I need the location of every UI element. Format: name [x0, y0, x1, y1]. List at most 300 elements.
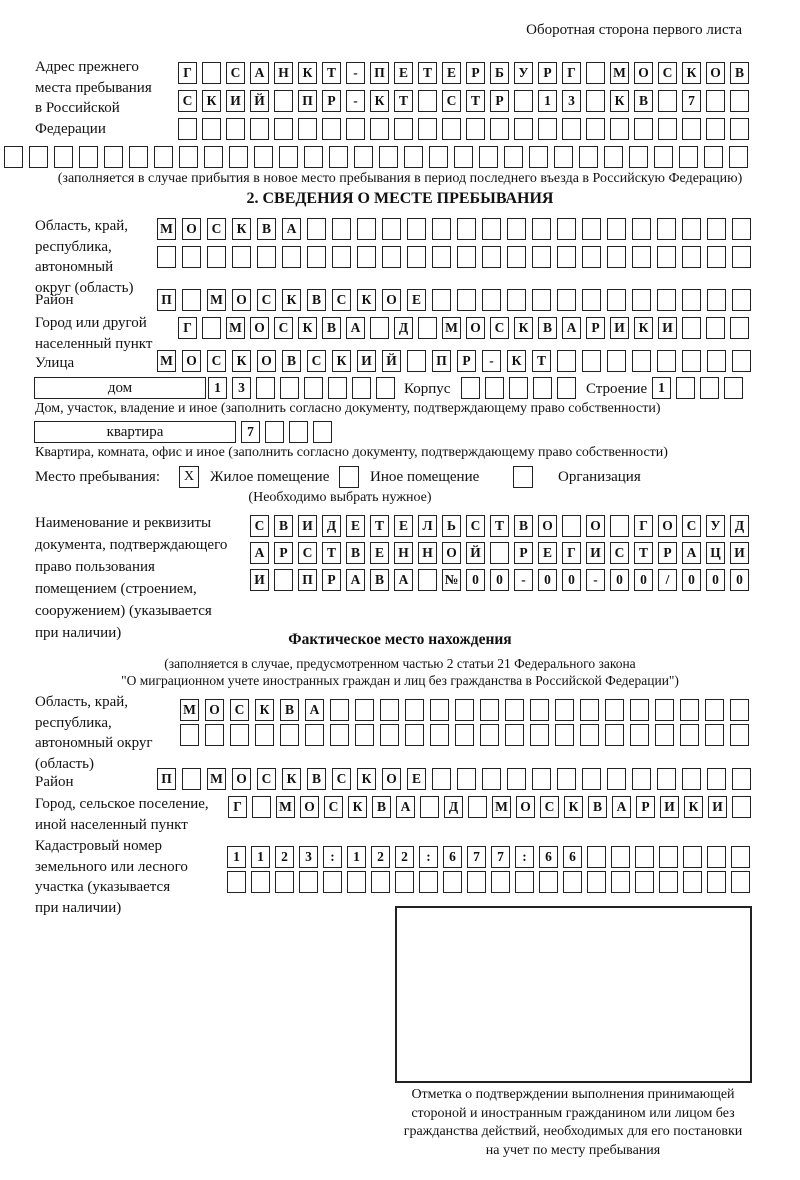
grid-cell[interactable]: С: [490, 317, 509, 339]
grid-cell[interactable]: Т: [634, 542, 653, 564]
grid-cell[interactable]: [532, 768, 551, 790]
grid-cell[interactable]: 7: [491, 846, 510, 868]
grid-cell[interactable]: К: [298, 317, 317, 339]
grid-cell[interactable]: А: [305, 699, 324, 721]
grid-cell[interactable]: [682, 317, 701, 339]
grid-cell[interactable]: К: [232, 218, 251, 240]
grid-cell[interactable]: [280, 724, 299, 746]
grid-cell[interactable]: [485, 377, 504, 399]
grid-cell[interactable]: :: [323, 846, 342, 868]
grid-cell[interactable]: К: [357, 768, 376, 790]
grid-cell[interactable]: [418, 118, 437, 140]
grid-cell[interactable]: [683, 871, 702, 893]
grid-cell[interactable]: [707, 846, 726, 868]
grid-cell[interactable]: П: [432, 350, 451, 372]
grid-cell[interactable]: [419, 871, 438, 893]
grid-cell[interactable]: [265, 421, 284, 443]
grid-cell[interactable]: Д: [394, 317, 413, 339]
grid-cell[interactable]: Р: [490, 90, 509, 112]
grid-cell[interactable]: Д: [730, 515, 749, 537]
grid-cell[interactable]: 0: [610, 569, 629, 591]
grid-cell[interactable]: С: [540, 796, 559, 818]
grid-cell[interactable]: В: [634, 90, 653, 112]
grid-cell[interactable]: Г: [228, 796, 247, 818]
grid-cell[interactable]: [357, 246, 376, 268]
grid-cell[interactable]: [657, 246, 676, 268]
grid-cell[interactable]: [706, 118, 725, 140]
grid-cell[interactable]: О: [382, 768, 401, 790]
grid-cell[interactable]: [530, 699, 549, 721]
grid-cell[interactable]: [505, 724, 524, 746]
grid-cell[interactable]: [418, 90, 437, 112]
grid-cell[interactable]: В: [307, 768, 326, 790]
grid-cell[interactable]: [582, 218, 601, 240]
grid-cell[interactable]: [655, 724, 674, 746]
grid-cell[interactable]: [706, 90, 725, 112]
grid-cell[interactable]: [347, 871, 366, 893]
grid-cell[interactable]: [682, 218, 701, 240]
grid-cell[interactable]: [554, 146, 573, 168]
grid-cell[interactable]: С: [207, 218, 226, 240]
grid-cell[interactable]: [250, 118, 269, 140]
grid-cell[interactable]: [532, 218, 551, 240]
grid-cell[interactable]: [182, 246, 201, 268]
grid-cell[interactable]: В: [370, 569, 389, 591]
grid-cell[interactable]: Р: [322, 90, 341, 112]
grid-cell[interactable]: [180, 724, 199, 746]
grid-cell[interactable]: [313, 421, 332, 443]
grid-cell[interactable]: [587, 846, 606, 868]
grid-cell[interactable]: [557, 768, 576, 790]
grid-cell[interactable]: П: [298, 90, 317, 112]
grid-cell[interactable]: Д: [444, 796, 463, 818]
grid-cell[interactable]: 0: [634, 569, 653, 591]
grid-cell[interactable]: В: [346, 542, 365, 564]
grid-cell[interactable]: Т: [370, 515, 389, 537]
grid-cell[interactable]: [657, 350, 676, 372]
grid-cell[interactable]: [461, 377, 480, 399]
grid-cell[interactable]: [443, 871, 462, 893]
grid-cell[interactable]: И: [250, 569, 269, 591]
grid-cell[interactable]: О: [182, 218, 201, 240]
grid-cell[interactable]: [731, 846, 750, 868]
grid-cell[interactable]: А: [346, 569, 365, 591]
grid-cell[interactable]: [707, 768, 726, 790]
grid-cell[interactable]: 1: [538, 90, 557, 112]
grid-cell[interactable]: 0: [730, 569, 749, 591]
grid-cell[interactable]: У: [706, 515, 725, 537]
grid-cell[interactable]: [507, 246, 526, 268]
grid-cell[interactable]: [382, 246, 401, 268]
grid-cell[interactable]: [682, 289, 701, 311]
grid-cell[interactable]: И: [730, 542, 749, 564]
grid-cell[interactable]: [157, 246, 176, 268]
grid-cell[interactable]: [530, 724, 549, 746]
grid-cell[interactable]: [482, 218, 501, 240]
grid-cell[interactable]: [507, 218, 526, 240]
grid-cell[interactable]: [504, 146, 523, 168]
grid-cell[interactable]: [332, 246, 351, 268]
grid-cell[interactable]: [232, 246, 251, 268]
grid-cell[interactable]: К: [370, 90, 389, 112]
grid-cell[interactable]: [730, 724, 749, 746]
grid-cell[interactable]: М: [276, 796, 295, 818]
grid-cell[interactable]: У: [514, 62, 533, 84]
grid-cell[interactable]: [274, 569, 293, 591]
grid-cell[interactable]: Т: [490, 515, 509, 537]
grid-cell[interactable]: С: [178, 90, 197, 112]
grid-cell[interactable]: И: [610, 317, 629, 339]
grid-cell[interactable]: [395, 871, 414, 893]
grid-cell[interactable]: О: [382, 289, 401, 311]
grid-cell[interactable]: Е: [407, 289, 426, 311]
grid-cell[interactable]: [371, 871, 390, 893]
grid-cell[interactable]: [529, 146, 548, 168]
grid-cell[interactable]: О: [516, 796, 535, 818]
grid-cell[interactable]: [457, 218, 476, 240]
grid-cell[interactable]: [732, 796, 751, 818]
grid-cell[interactable]: [532, 246, 551, 268]
grid-cell[interactable]: :: [515, 846, 534, 868]
grid-cell[interactable]: [732, 289, 751, 311]
grid-cell[interactable]: [256, 377, 275, 399]
checkbox-organizatsiya[interactable]: [513, 466, 533, 488]
grid-cell[interactable]: [707, 218, 726, 240]
grid-cell[interactable]: О: [205, 699, 224, 721]
grid-cell[interactable]: [607, 289, 626, 311]
grid-cell[interactable]: [557, 246, 576, 268]
grid-cell[interactable]: И: [708, 796, 727, 818]
grid-cell[interactable]: [580, 724, 599, 746]
grid-cell[interactable]: 2: [371, 846, 390, 868]
grid-cell[interactable]: Е: [442, 62, 461, 84]
grid-cell[interactable]: [533, 377, 552, 399]
grid-cell[interactable]: А: [396, 796, 415, 818]
grid-cell[interactable]: [304, 146, 323, 168]
grid-cell[interactable]: К: [610, 90, 629, 112]
grid-cell[interactable]: Р: [658, 542, 677, 564]
grid-cell[interactable]: [607, 246, 626, 268]
grid-cell[interactable]: А: [282, 218, 301, 240]
grid-cell[interactable]: Р: [586, 317, 605, 339]
grid-cell[interactable]: В: [538, 317, 557, 339]
grid-cell[interactable]: [182, 768, 201, 790]
grid-cell[interactable]: [680, 699, 699, 721]
grid-cell[interactable]: С: [257, 768, 276, 790]
grid-cell[interactable]: И: [586, 542, 605, 564]
grid-cell[interactable]: С: [332, 768, 351, 790]
grid-cell[interactable]: [682, 246, 701, 268]
grid-cell[interactable]: [730, 118, 749, 140]
checkbox-inoe[interactable]: [339, 466, 359, 488]
grid-cell[interactable]: В: [282, 350, 301, 372]
grid-cell[interactable]: [654, 146, 673, 168]
grid-cell[interactable]: 3: [299, 846, 318, 868]
grid-cell[interactable]: [539, 871, 558, 893]
grid-cell[interactable]: [732, 246, 751, 268]
grid-cell[interactable]: [432, 218, 451, 240]
grid-cell[interactable]: [205, 724, 224, 746]
grid-cell[interactable]: [632, 218, 651, 240]
grid-cell[interactable]: [252, 796, 271, 818]
grid-cell[interactable]: К: [514, 317, 533, 339]
grid-cell[interactable]: Г: [178, 62, 197, 84]
grid-cell[interactable]: [382, 218, 401, 240]
grid-cell[interactable]: [607, 768, 626, 790]
grid-cell[interactable]: И: [660, 796, 679, 818]
grid-cell[interactable]: Т: [322, 62, 341, 84]
grid-cell[interactable]: К: [332, 350, 351, 372]
grid-cell[interactable]: [254, 146, 273, 168]
grid-cell[interactable]: [304, 377, 323, 399]
grid-cell[interactable]: 3: [232, 377, 251, 399]
grid-cell[interactable]: 7: [682, 90, 701, 112]
grid-cell[interactable]: [632, 246, 651, 268]
grid-cell[interactable]: [604, 146, 623, 168]
grid-cell[interactable]: С: [466, 515, 485, 537]
grid-cell[interactable]: [370, 317, 389, 339]
grid-cell[interactable]: [352, 377, 371, 399]
grid-cell[interactable]: [432, 768, 451, 790]
grid-cell[interactable]: [179, 146, 198, 168]
grid-cell[interactable]: [4, 146, 23, 168]
grid-cell[interactable]: [562, 118, 581, 140]
grid-cell[interactable]: Т: [532, 350, 551, 372]
grid-cell[interactable]: [227, 871, 246, 893]
grid-cell[interactable]: С: [307, 350, 326, 372]
grid-cell[interactable]: 0: [538, 569, 557, 591]
grid-cell[interactable]: М: [226, 317, 245, 339]
grid-cell[interactable]: Р: [538, 62, 557, 84]
grid-cell[interactable]: 1: [652, 377, 671, 399]
grid-cell[interactable]: В: [280, 699, 299, 721]
grid-cell[interactable]: [370, 118, 389, 140]
grid-cell[interactable]: [732, 350, 751, 372]
grid-cell[interactable]: 3: [562, 90, 581, 112]
grid-cell[interactable]: [282, 246, 301, 268]
grid-cell[interactable]: [635, 871, 654, 893]
grid-cell[interactable]: [202, 118, 221, 140]
grid-cell[interactable]: 0: [490, 569, 509, 591]
grid-cell[interactable]: 0: [562, 569, 581, 591]
grid-cell[interactable]: И: [298, 515, 317, 537]
grid-cell[interactable]: [729, 146, 748, 168]
grid-cell[interactable]: [328, 377, 347, 399]
grid-cell[interactable]: [154, 146, 173, 168]
grid-cell[interactable]: Й: [250, 90, 269, 112]
grid-cell[interactable]: [557, 350, 576, 372]
grid-cell[interactable]: А: [562, 317, 581, 339]
grid-cell[interactable]: [275, 871, 294, 893]
grid-cell[interactable]: [457, 768, 476, 790]
grid-cell[interactable]: С: [682, 515, 701, 537]
grid-cell[interactable]: :: [419, 846, 438, 868]
grid-cell[interactable]: 1: [208, 377, 227, 399]
grid-cell[interactable]: [582, 246, 601, 268]
grid-cell[interactable]: Н: [394, 542, 413, 564]
grid-cell[interactable]: [207, 246, 226, 268]
grid-cell[interactable]: [563, 871, 582, 893]
grid-cell[interactable]: Д: [322, 515, 341, 537]
grid-cell[interactable]: [557, 218, 576, 240]
grid-cell[interactable]: В: [322, 317, 341, 339]
grid-cell[interactable]: Й: [382, 350, 401, 372]
grid-cell[interactable]: [466, 118, 485, 140]
grid-cell[interactable]: К: [202, 90, 221, 112]
grid-cell[interactable]: [298, 118, 317, 140]
grid-cell[interactable]: [683, 846, 702, 868]
grid-cell[interactable]: [582, 350, 601, 372]
grid-cell[interactable]: Е: [394, 515, 413, 537]
grid-cell[interactable]: [704, 146, 723, 168]
grid-cell[interactable]: [732, 768, 751, 790]
grid-cell[interactable]: [323, 871, 342, 893]
grid-cell[interactable]: [230, 724, 249, 746]
grid-cell[interactable]: [538, 118, 557, 140]
grid-cell[interactable]: [479, 146, 498, 168]
grid-cell[interactable]: [707, 350, 726, 372]
grid-cell[interactable]: 0: [706, 569, 725, 591]
grid-cell[interactable]: [457, 289, 476, 311]
grid-cell[interactable]: [407, 350, 426, 372]
grid-cell[interactable]: [632, 768, 651, 790]
grid-cell[interactable]: В: [307, 289, 326, 311]
grid-cell[interactable]: А: [682, 542, 701, 564]
grid-cell[interactable]: 0: [466, 569, 485, 591]
grid-cell[interactable]: [579, 146, 598, 168]
grid-cell[interactable]: [730, 317, 749, 339]
grid-cell[interactable]: [657, 768, 676, 790]
grid-cell[interactable]: [705, 724, 724, 746]
grid-cell[interactable]: Г: [562, 62, 581, 84]
grid-cell[interactable]: [380, 724, 399, 746]
grid-cell[interactable]: [407, 246, 426, 268]
grid-cell[interactable]: И: [357, 350, 376, 372]
grid-cell[interactable]: [659, 846, 678, 868]
grid-cell[interactable]: А: [394, 569, 413, 591]
grid-cell[interactable]: [178, 118, 197, 140]
grid-cell[interactable]: С: [332, 289, 351, 311]
grid-cell[interactable]: [279, 146, 298, 168]
grid-cell[interactable]: М: [492, 796, 511, 818]
grid-cell[interactable]: [732, 218, 751, 240]
grid-cell[interactable]: [420, 796, 439, 818]
grid-cell[interactable]: 2: [275, 846, 294, 868]
grid-cell[interactable]: Р: [514, 542, 533, 564]
grid-cell[interactable]: С: [257, 289, 276, 311]
grid-cell[interactable]: [355, 699, 374, 721]
grid-cell[interactable]: В: [372, 796, 391, 818]
grid-cell[interactable]: [607, 350, 626, 372]
grid-cell[interactable]: 1: [251, 846, 270, 868]
grid-cell[interactable]: 2: [395, 846, 414, 868]
grid-cell[interactable]: О: [706, 62, 725, 84]
grid-cell[interactable]: Т: [466, 90, 485, 112]
grid-cell[interactable]: 0: [682, 569, 701, 591]
grid-cell[interactable]: [280, 377, 299, 399]
grid-cell[interactable]: О: [466, 317, 485, 339]
grid-cell[interactable]: [346, 118, 365, 140]
grid-cell[interactable]: К: [357, 289, 376, 311]
grid-cell[interactable]: №: [442, 569, 461, 591]
grid-cell[interactable]: [482, 246, 501, 268]
dom-field-box[interactable]: дом: [34, 377, 206, 399]
grid-cell[interactable]: [582, 289, 601, 311]
grid-cell[interactable]: [635, 846, 654, 868]
grid-cell[interactable]: В: [257, 218, 276, 240]
grid-cell[interactable]: О: [182, 350, 201, 372]
grid-cell[interactable]: [418, 569, 437, 591]
grid-cell[interactable]: С: [230, 699, 249, 721]
grid-cell[interactable]: М: [180, 699, 199, 721]
grid-cell[interactable]: [299, 871, 318, 893]
grid-cell[interactable]: [322, 118, 341, 140]
grid-cell[interactable]: И: [226, 90, 245, 112]
grid-cell[interactable]: [490, 118, 509, 140]
grid-cell[interactable]: [457, 246, 476, 268]
grid-cell[interactable]: Г: [178, 317, 197, 339]
grid-cell[interactable]: [455, 699, 474, 721]
grid-cell[interactable]: [229, 146, 248, 168]
grid-cell[interactable]: [509, 377, 528, 399]
grid-cell[interactable]: Р: [322, 569, 341, 591]
grid-cell[interactable]: [682, 118, 701, 140]
grid-cell[interactable]: К: [282, 768, 301, 790]
grid-cell[interactable]: П: [370, 62, 389, 84]
checkbox-zhiloe[interactable]: X: [179, 466, 199, 488]
grid-cell[interactable]: [706, 317, 725, 339]
grid-cell[interactable]: Е: [346, 515, 365, 537]
grid-cell[interactable]: Ь: [442, 515, 461, 537]
grid-cell[interactable]: [514, 118, 533, 140]
grid-cell[interactable]: [330, 724, 349, 746]
grid-cell[interactable]: [482, 768, 501, 790]
grid-cell[interactable]: [255, 724, 274, 746]
grid-cell[interactable]: [442, 118, 461, 140]
grid-cell[interactable]: [630, 699, 649, 721]
grid-cell[interactable]: С: [207, 350, 226, 372]
grid-cell[interactable]: [679, 146, 698, 168]
grid-cell[interactable]: [394, 118, 413, 140]
grid-cell[interactable]: [104, 146, 123, 168]
grid-cell[interactable]: О: [232, 289, 251, 311]
grid-cell[interactable]: [515, 871, 534, 893]
grid-cell[interactable]: [605, 724, 624, 746]
grid-cell[interactable]: [676, 377, 695, 399]
grid-cell[interactable]: 7: [241, 421, 260, 443]
grid-cell[interactable]: [580, 699, 599, 721]
grid-cell[interactable]: К: [255, 699, 274, 721]
grid-cell[interactable]: С: [324, 796, 343, 818]
grid-cell[interactable]: Е: [538, 542, 557, 564]
grid-cell[interactable]: [629, 146, 648, 168]
grid-cell[interactable]: [562, 515, 581, 537]
grid-cell[interactable]: М: [157, 350, 176, 372]
grid-cell[interactable]: [307, 246, 326, 268]
grid-cell[interactable]: [507, 289, 526, 311]
grid-cell[interactable]: [657, 218, 676, 240]
grid-cell[interactable]: [376, 377, 395, 399]
grid-cell[interactable]: [586, 90, 605, 112]
grid-cell[interactable]: [404, 146, 423, 168]
grid-cell[interactable]: [29, 146, 48, 168]
grid-cell[interactable]: [682, 350, 701, 372]
grid-cell[interactable]: Р: [457, 350, 476, 372]
grid-cell[interactable]: С: [442, 90, 461, 112]
grid-cell[interactable]: [700, 377, 719, 399]
grid-cell[interactable]: Н: [418, 542, 437, 564]
grid-cell[interactable]: [586, 118, 605, 140]
